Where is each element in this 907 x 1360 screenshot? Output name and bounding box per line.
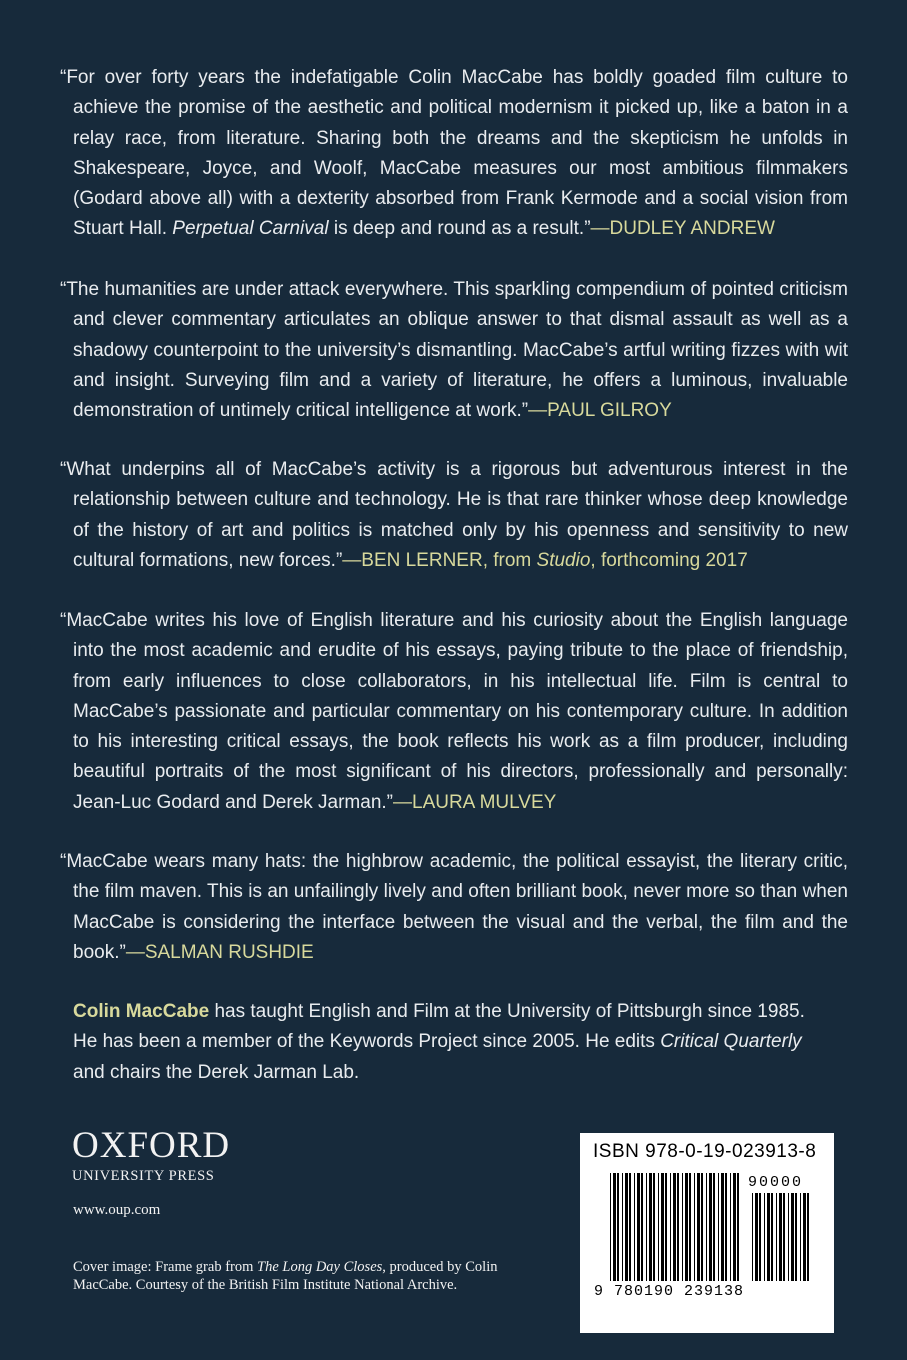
- cover-credit: Cover image: Frame grab from The Long Day Closes, produced by Colin MacCabe. Courtesy of the British Film Institute National Archive.: [73, 1259, 498, 1293]
- barcode-bar: [807, 1193, 809, 1281]
- blurb-salman-rushdie: [60, 847, 848, 968]
- isbn-number: ISBN 978-0-19-023913-8: [593, 1141, 817, 1162]
- barcode-ean-digits: 9 780190 239138: [594, 1283, 745, 1300]
- barcode-bar: [670, 1173, 671, 1281]
- journal-title: Critical Quarterly: [660, 1031, 802, 1053]
- blurb-attribution: —PAUL GILROY: [528, 400, 672, 422]
- barcode-bar: [725, 1173, 727, 1281]
- barcode-bar: [694, 1173, 695, 1281]
- blurb-text: is deep and round as a result.”: [328, 218, 591, 240]
- author-bio: Colin MacCabe has taught English and Film at the University of Pittsburgh since 1985. He has been a member of the Keywords Project since 2005. He edits Critical Quarterly and chairs the Derek Jarman Lab.: [73, 1001, 805, 1083]
- barcode-bar: [752, 1193, 753, 1281]
- publisher-name: OXFORD: [72, 1125, 231, 1166]
- barcode-bar: [661, 1173, 664, 1281]
- barcode-bar: [653, 1173, 655, 1281]
- film-title: The Long Day Closes: [257, 1259, 383, 1275]
- barcode-bar: [673, 1173, 676, 1281]
- blurb-attribution: —SALMAN RUSHDIE: [125, 941, 314, 963]
- blurb-dudley-andrew: [60, 63, 848, 245]
- barcode-bar: [759, 1193, 761, 1281]
- barcode-bar: [641, 1173, 643, 1281]
- attribution-title: Studio: [536, 549, 591, 571]
- barcode-bar: [795, 1193, 797, 1281]
- author-name: Colin MacCabe: [73, 1001, 210, 1022]
- barcode-bar: [610, 1173, 611, 1281]
- publisher-url: www.oup.com: [73, 1202, 161, 1218]
- barcode-bar: [767, 1193, 770, 1281]
- barcode-bar: [776, 1193, 777, 1281]
- book-title: Perpetual Carnival: [172, 218, 329, 240]
- barcode-bar: [637, 1173, 640, 1281]
- barcode-bar: [721, 1173, 724, 1281]
- barcode-bar: [649, 1173, 652, 1281]
- barcode-bar: [783, 1193, 785, 1281]
- blurb-text: “MacCabe writes his love of English literature and his curiosity about the English language into the most academic and erudite of his essays, paying tribute to the place of friendship, from early influences to close collaborators, in his intellectual life. Film is central to MacCabe’s passionate and particular commentary on his contemporary culture. In addition to his interesting critical essays, the book reflects his work as a film producer, including beautiful portraits of the most significant of his directors, professionally and personally: Jean-Luc Godard and Derek Jarman.”: [60, 610, 848, 813]
- blurb-paul-gilroy: [60, 275, 848, 426]
- barcode-panel: [580, 1133, 834, 1333]
- barcode-bar: [733, 1173, 736, 1281]
- barcode-bar: [697, 1173, 700, 1281]
- blurb-ben-lerner: [60, 455, 848, 576]
- barcode-bar: [800, 1193, 801, 1281]
- blurb-attribution: —LAURA MULVEY: [393, 791, 557, 813]
- barcode-bar: [706, 1173, 707, 1281]
- barcode-bar: [617, 1173, 619, 1281]
- barcode-bar: [665, 1173, 667, 1281]
- publisher-subname: UNIVERSITY PRESS: [72, 1168, 215, 1184]
- barcode-addon-digits: 90000: [748, 1174, 804, 1191]
- barcode-graphic: [580, 1133, 834, 1333]
- barcode-bar: [788, 1193, 789, 1281]
- blurb-attribution: —DUDLEY ANDREW: [590, 218, 775, 240]
- barcode-bar: [677, 1173, 679, 1281]
- blurb-attribution: —BEN LERNER, from Studio, forthcoming 2017: [342, 549, 748, 571]
- blurb-text: “MacCabe wears many hats: the highbrow academic, the political essayist, the literary critic, the film maven. This is an unfailingly lively and often brilliant book, never more so than when MacCabe is considering the interface between the visual and the verbal, the film and the book.”: [60, 851, 848, 963]
- barcode-bar: [779, 1193, 782, 1281]
- barcode-bar: [622, 1173, 623, 1281]
- barcode-bar: [791, 1193, 794, 1281]
- barcode-bar: [658, 1173, 659, 1281]
- barcode-bar: [689, 1173, 691, 1281]
- barcode-bar: [771, 1193, 773, 1281]
- barcode-bar: [685, 1173, 688, 1281]
- barcode-bar: [682, 1173, 683, 1281]
- barcode-bar: [730, 1173, 731, 1281]
- blurb-text: “The humanities are under attack everywhere. This sparkling compendium of pointed criticism and clever commentary articulates an oblique answer to that dismal assault as well as a shadowy counterpoint to the university’s dismantling. MacCabe’s artful writing fizzes with wit and insight. Surveying film and a variety of literature, he offers a luminous, invaluable demonstration of untimely critical intelligence at work.”: [60, 279, 848, 422]
- barcode-bar: [755, 1193, 758, 1281]
- publisher-logo: [72, 1127, 230, 1185]
- barcode-bar: [737, 1173, 739, 1281]
- blurb-text: “What underpins all of MacCabe’s activity is a rigorous but adventurous interest in the relationship between culture and technology. He is that rare thinker whose deep knowledge of the history of art and politics is matched only by his openness and sensitivity to new cultural formations, new forces.”: [60, 459, 848, 571]
- barcode-bar: [701, 1173, 703, 1281]
- blurb-laura-mulvey: [60, 606, 848, 818]
- barcode-bar: [803, 1193, 806, 1281]
- barcode-bar: [634, 1173, 635, 1281]
- barcode-bar: [764, 1193, 765, 1281]
- barcode-bar: [709, 1173, 712, 1281]
- barcode-bar: [646, 1173, 647, 1281]
- barcode-bar: [613, 1173, 616, 1281]
- barcode-bar: [713, 1173, 715, 1281]
- barcode-bar: [625, 1173, 628, 1281]
- blurb-text: “For over forty years the indefatigable Colin MacCabe has boldly goaded film culture to achieve the promise of the aesthetic and political modernism it picked up, like a baton in a relay race, from literature. Sharing both the dreams and the skepticism he unfolds in Shakespeare, Joyce, and Woolf, MacCabe measures our most ambitious filmmakers (Godard above all) with a dexterity absorbed from Frank Kermode and a social vision from Stuart Hall.: [60, 67, 848, 240]
- barcode-bar: [629, 1173, 631, 1281]
- barcode-bar: [718, 1173, 719, 1281]
